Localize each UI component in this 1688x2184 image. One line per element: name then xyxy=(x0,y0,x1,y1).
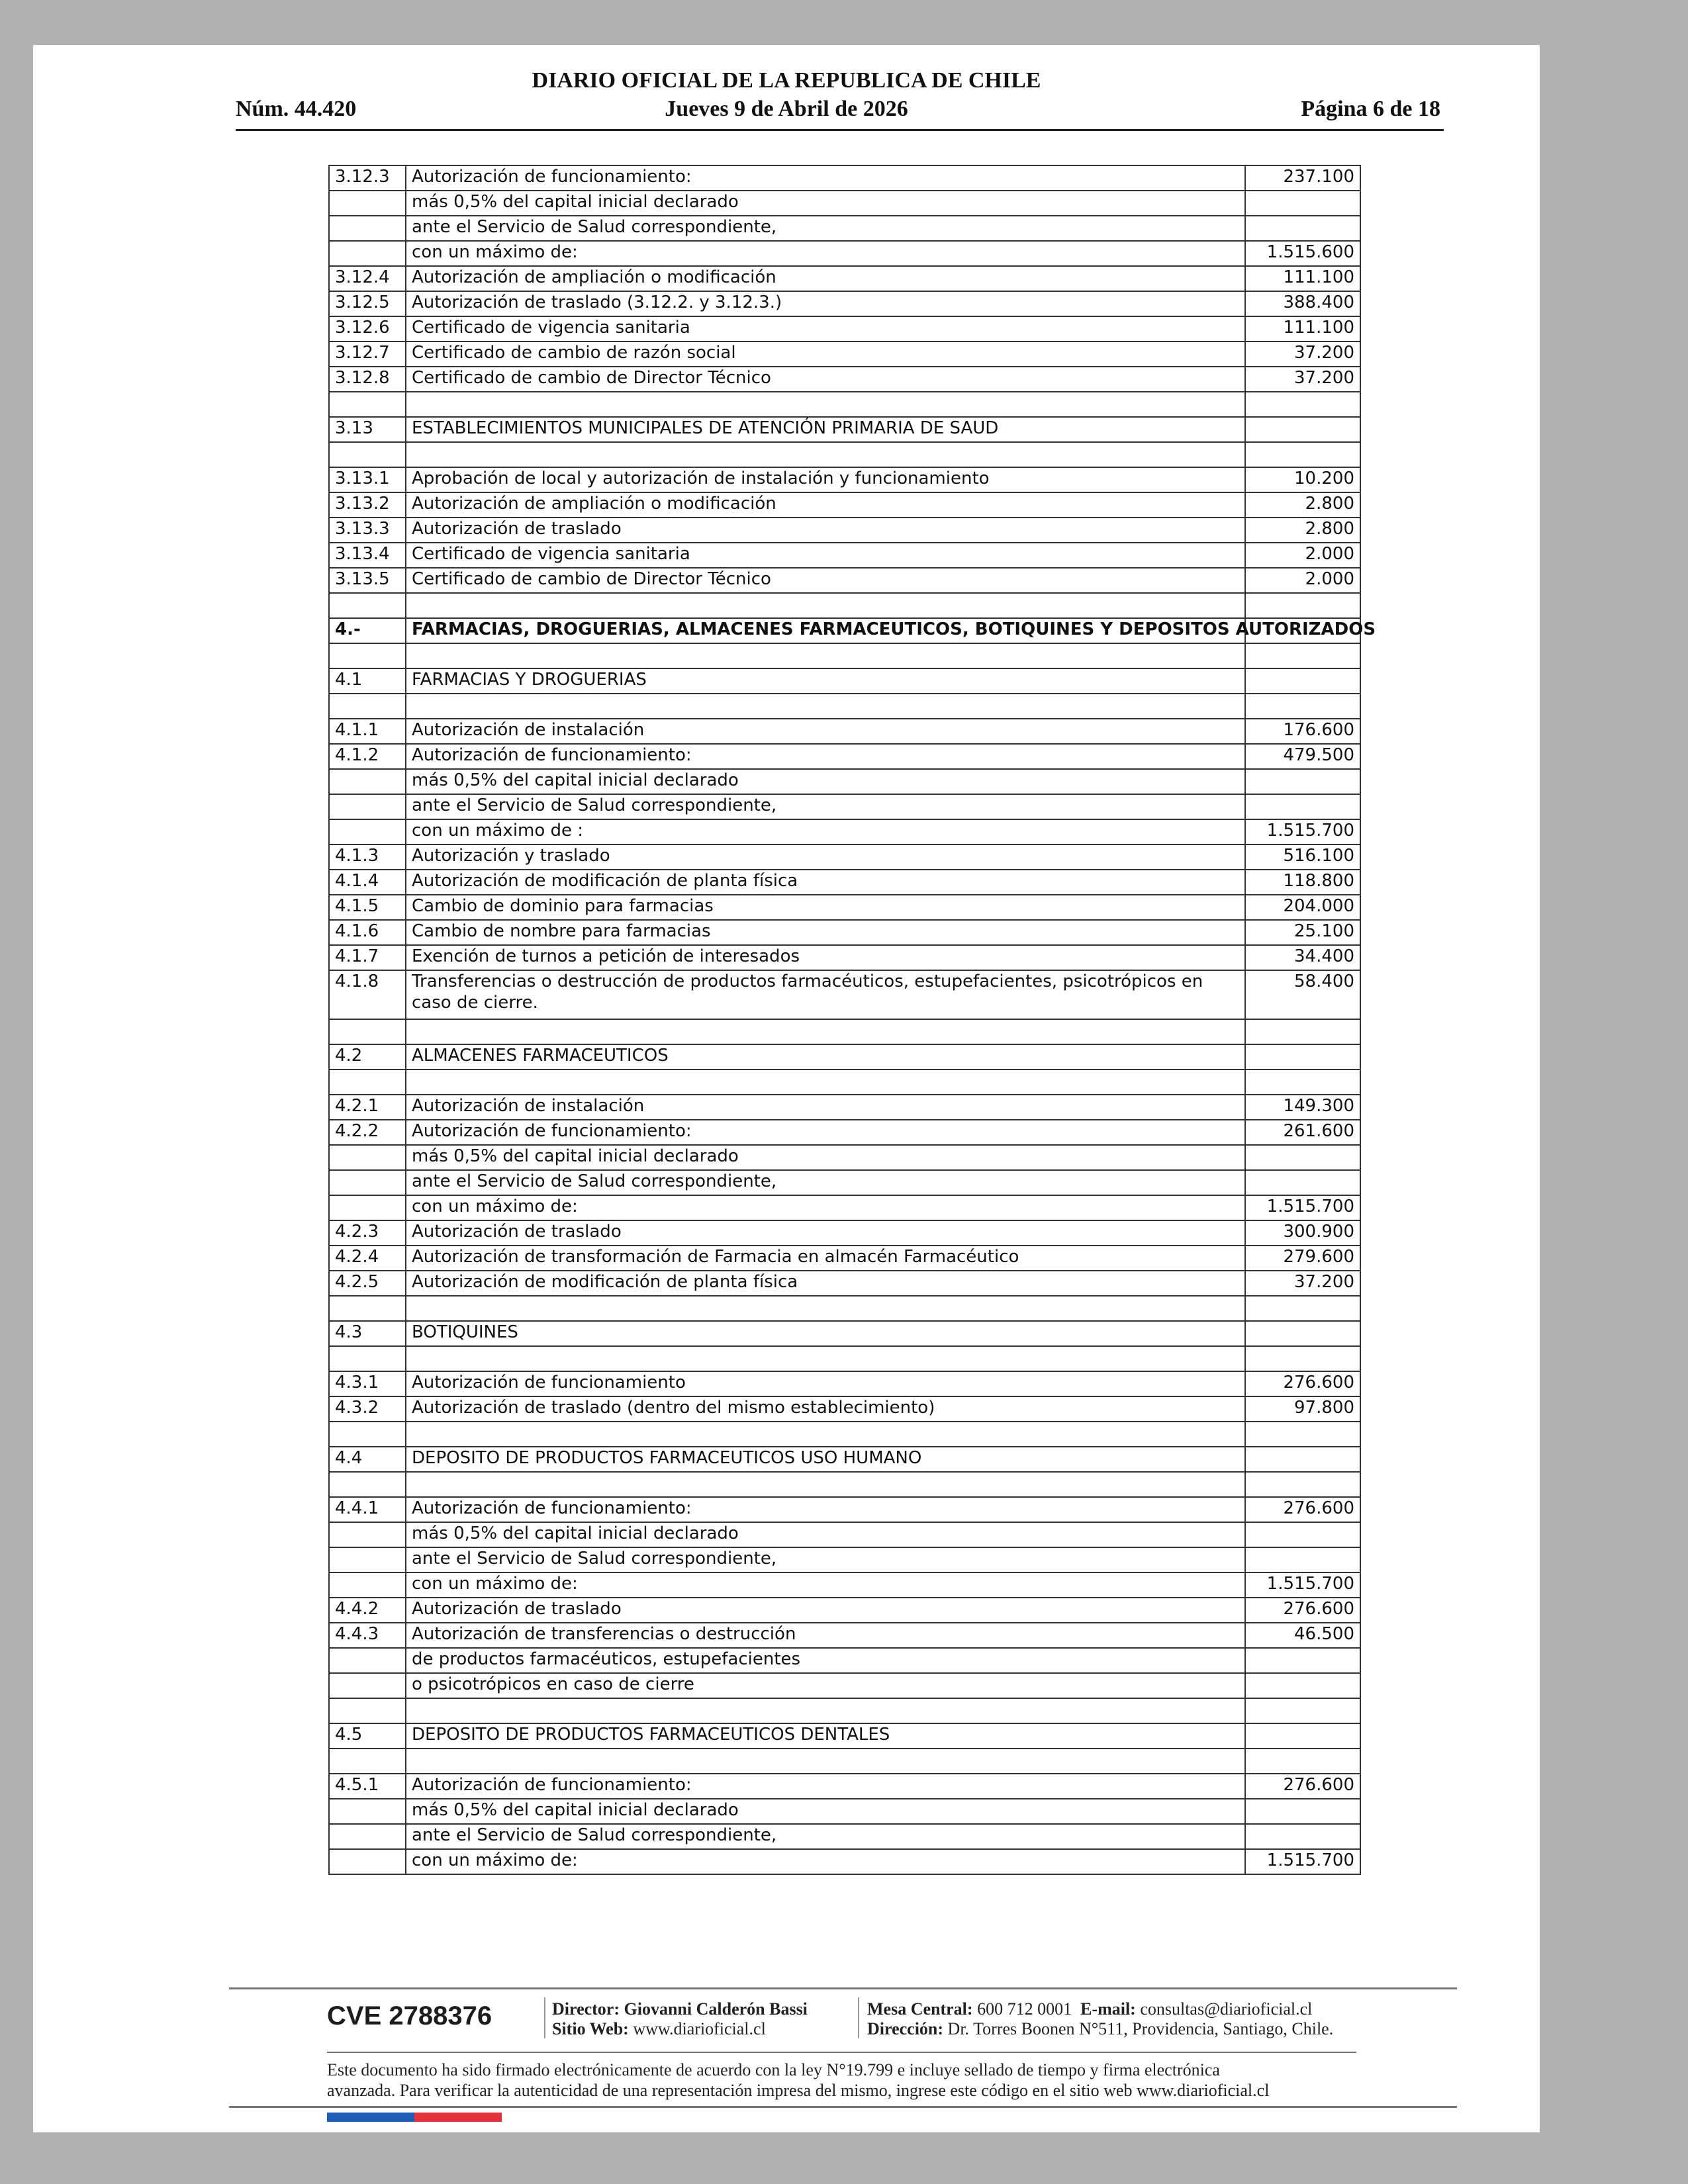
item-amount: 118.800 xyxy=(1245,870,1360,895)
footer-separator xyxy=(544,1997,545,2038)
footer-divider xyxy=(229,1987,1457,1989)
item-code: 3.13.3 xyxy=(329,518,406,543)
address: Dr. Torres Boonen N°511, Providencia, Santiago, Chile. xyxy=(947,2019,1334,2038)
item-description: Autorización de modificación de planta física xyxy=(406,1271,1245,1296)
item-code: 3.13.5 xyxy=(329,568,406,593)
table-row xyxy=(329,1723,1360,1749)
item-code xyxy=(329,1069,406,1095)
item-amount xyxy=(1245,1698,1360,1723)
table-row xyxy=(329,1673,1360,1698)
table-row xyxy=(329,1799,1360,1824)
item-description: Autorización de traslado xyxy=(406,518,1245,543)
item-description: más 0,5% del capital inicial declarado xyxy=(406,769,1245,794)
item-description: ESTABLECIMIENTOS MUNICIPALES DE ATENCIÓN PRIMARIA DE SAUD xyxy=(406,417,1245,442)
item-amount xyxy=(1245,1069,1360,1095)
table-row xyxy=(329,1547,1360,1572)
email-address[interactable]: consultas@diarioficial.cl xyxy=(1140,1999,1313,2019)
table-row xyxy=(329,694,1360,719)
item-amount: 261.600 xyxy=(1245,1120,1360,1145)
item-description: Autorización de funcionamiento: xyxy=(406,744,1245,769)
item-description: con un máximo de: xyxy=(406,1849,1245,1874)
item-code xyxy=(329,1648,406,1673)
table-row xyxy=(329,341,1360,367)
item-description: BOTIQUINES xyxy=(406,1321,1245,1346)
item-amount xyxy=(1245,643,1360,668)
item-description xyxy=(406,1069,1245,1095)
item-description xyxy=(406,1296,1245,1321)
item-amount: 2.800 xyxy=(1245,518,1360,543)
item-description: Autorización y traslado xyxy=(406,844,1245,870)
table-row xyxy=(329,1623,1360,1648)
item-code: 3.13.2 xyxy=(329,492,406,518)
item-amount: 276.600 xyxy=(1245,1497,1360,1522)
item-code: 4.1.6 xyxy=(329,920,406,945)
item-amount xyxy=(1245,1447,1360,1472)
table-row xyxy=(329,467,1360,492)
item-amount: 276.600 xyxy=(1245,1598,1360,1623)
item-amount: 37.200 xyxy=(1245,1271,1360,1296)
table-row xyxy=(329,643,1360,668)
table-row xyxy=(329,1019,1360,1044)
item-code xyxy=(329,1749,406,1774)
item-code xyxy=(329,819,406,844)
signature-line-1: Este documento ha sido firmado electrónicamente de acuerdo con la ley N°19.799 e incluye sellado de tiempo y firma electrónica xyxy=(327,2060,1220,2079)
item-description: Autorización de funcionamiento xyxy=(406,1371,1245,1396)
item-description: más 0,5% del capital inicial declarado xyxy=(406,191,1245,216)
item-description: Autorización de funcionamiento: xyxy=(406,1774,1245,1799)
item-amount: 276.600 xyxy=(1245,1371,1360,1396)
footer-inner-divider xyxy=(327,2052,1356,2053)
item-amount: 46.500 xyxy=(1245,1623,1360,1648)
item-amount xyxy=(1245,668,1360,694)
item-amount xyxy=(1245,1522,1360,1547)
item-amount xyxy=(1245,1170,1360,1195)
item-amount: 149.300 xyxy=(1245,1095,1360,1120)
table-row xyxy=(329,794,1360,819)
item-code xyxy=(329,1572,406,1598)
item-code xyxy=(329,1547,406,1572)
item-description: ante el Servicio de Salud correspondiente, xyxy=(406,216,1245,241)
table-row xyxy=(329,895,1360,920)
item-amount: 237.100 xyxy=(1245,165,1360,191)
item-code: 4.1.2 xyxy=(329,744,406,769)
item-description: Certificado de cambio de Director Técnico xyxy=(406,367,1245,392)
item-description: Autorización de transferencias o destrucción xyxy=(406,1623,1245,1648)
item-code xyxy=(329,1522,406,1547)
item-amount xyxy=(1245,1547,1360,1572)
item-amount xyxy=(1245,1422,1360,1447)
item-amount xyxy=(1245,1019,1360,1044)
item-amount: 1.515.700 xyxy=(1245,819,1360,844)
publication-title: DIARIO OFICIAL DE LA REPUBLICA DE CHILE xyxy=(532,68,1041,93)
table-row xyxy=(329,1120,1360,1145)
item-code xyxy=(329,442,406,467)
item-code xyxy=(329,1019,406,1044)
item-code xyxy=(329,1145,406,1170)
item-amount xyxy=(1245,769,1360,794)
item-description: de productos farmacéuticos, estupefacientes xyxy=(406,1648,1245,1673)
table-row xyxy=(329,442,1360,467)
item-amount: 97.800 xyxy=(1245,1396,1360,1422)
item-code xyxy=(329,1824,406,1849)
item-description xyxy=(406,1019,1245,1044)
item-amount xyxy=(1245,1044,1360,1069)
item-code: 4.2.5 xyxy=(329,1271,406,1296)
item-description: Autorización de ampliación o modificación xyxy=(406,266,1245,291)
item-description: más 0,5% del capital inicial declarado xyxy=(406,1145,1245,1170)
item-code xyxy=(329,241,406,266)
item-description: Autorización de instalación xyxy=(406,719,1245,744)
item-amount xyxy=(1245,1799,1360,1824)
item-amount: 276.600 xyxy=(1245,1774,1360,1799)
item-code: 4.3 xyxy=(329,1321,406,1346)
signature-notice xyxy=(327,2060,1399,2101)
item-description: Exención de turnos a petición de interesados xyxy=(406,945,1245,970)
item-code: 4.1 xyxy=(329,668,406,694)
item-description xyxy=(406,392,1245,417)
item-code xyxy=(329,1849,406,1874)
item-amount xyxy=(1245,1296,1360,1321)
item-code xyxy=(329,769,406,794)
item-amount xyxy=(1245,216,1360,241)
item-code xyxy=(329,794,406,819)
table-row xyxy=(329,1220,1360,1246)
item-code: 4.2 xyxy=(329,1044,406,1069)
item-code xyxy=(329,1422,406,1447)
table-row xyxy=(329,1044,1360,1069)
table-row xyxy=(329,1346,1360,1371)
phone-number: 600 712 0001 xyxy=(977,1999,1072,2019)
item-code xyxy=(329,1195,406,1220)
flag-stripe-blue xyxy=(327,2113,414,2122)
item-amount: 479.500 xyxy=(1245,744,1360,769)
table-row xyxy=(329,668,1360,694)
item-description: Autorización de ampliación o modificación xyxy=(406,492,1245,518)
director-name: Giovanni Calderón Bassi xyxy=(624,1999,808,2019)
item-code xyxy=(329,1673,406,1698)
item-description: con un máximo de: xyxy=(406,1572,1245,1598)
item-code: 4.1.5 xyxy=(329,895,406,920)
table-row xyxy=(329,970,1360,1019)
item-amount: 2.800 xyxy=(1245,492,1360,518)
item-amount: 1.515.700 xyxy=(1245,1849,1360,1874)
item-code: 4.4.2 xyxy=(329,1598,406,1623)
item-amount xyxy=(1245,1824,1360,1849)
table-row xyxy=(329,1849,1360,1874)
item-description: ALMACENES FARMACEUTICOS xyxy=(406,1044,1245,1069)
item-description: ante el Servicio de Salud correspondiente, xyxy=(406,1824,1245,1849)
item-code: 4.1.4 xyxy=(329,870,406,895)
table-row xyxy=(329,1271,1360,1296)
item-description xyxy=(406,643,1245,668)
item-code: 3.12.7 xyxy=(329,341,406,367)
item-amount xyxy=(1245,794,1360,819)
item-amount xyxy=(1245,1673,1360,1698)
table-row xyxy=(329,165,1360,191)
table-row xyxy=(329,1095,1360,1120)
item-description: Certificado de cambio de razón social xyxy=(406,341,1245,367)
item-code: 4.2.2 xyxy=(329,1120,406,1145)
item-amount: 34.400 xyxy=(1245,945,1360,970)
item-code xyxy=(329,1170,406,1195)
table-row xyxy=(329,392,1360,417)
table-row xyxy=(329,1447,1360,1472)
item-amount xyxy=(1245,191,1360,216)
table-row xyxy=(329,316,1360,341)
item-description xyxy=(406,593,1245,618)
item-amount: 111.100 xyxy=(1245,266,1360,291)
item-description: Autorización de traslado (dentro del mismo establecimiento) xyxy=(406,1396,1245,1422)
item-code xyxy=(329,392,406,417)
item-description: Transferencias o destrucción de productos farmacéuticos, estupefacientes, psicotrópicos en caso de cierre. xyxy=(406,970,1245,1019)
item-code xyxy=(329,1346,406,1371)
item-code: 3.12.8 xyxy=(329,367,406,392)
table-row xyxy=(329,1572,1360,1598)
item-description: Autorización de funcionamiento: xyxy=(406,1120,1245,1145)
table-row xyxy=(329,1195,1360,1220)
document-page xyxy=(33,45,1540,2132)
page-indicator: Página 6 de 18 xyxy=(1301,97,1440,121)
address-label: Dirección: xyxy=(867,2019,944,2038)
item-code: 4.3.1 xyxy=(329,1371,406,1396)
item-code xyxy=(329,593,406,618)
item-code xyxy=(329,1799,406,1824)
item-amount: 204.000 xyxy=(1245,895,1360,920)
table-row xyxy=(329,216,1360,241)
table-row xyxy=(329,769,1360,794)
item-code: 4.2.3 xyxy=(329,1220,406,1246)
item-code: 4.1.8 xyxy=(329,970,406,1019)
table-row xyxy=(329,492,1360,518)
item-description: Certificado de vigencia sanitaria xyxy=(406,316,1245,341)
item-description: Autorización de transformación de Farmacia en almacén Farmacéutico xyxy=(406,1246,1245,1271)
item-description xyxy=(406,442,1245,467)
item-amount: 10.200 xyxy=(1245,467,1360,492)
phone-label: Mesa Central: xyxy=(867,1999,973,2019)
table-row xyxy=(329,1824,1360,1849)
item-code: 3.12.3 xyxy=(329,165,406,191)
item-code: 4.1.3 xyxy=(329,844,406,870)
item-code xyxy=(329,1472,406,1497)
item-description: más 0,5% del capital inicial declarado xyxy=(406,1522,1245,1547)
item-code: 3.12.4 xyxy=(329,266,406,291)
table-row xyxy=(329,1598,1360,1623)
item-amount: 516.100 xyxy=(1245,844,1360,870)
table-row xyxy=(329,1145,1360,1170)
footer-director xyxy=(552,1999,808,2039)
item-description xyxy=(406,1346,1245,1371)
item-amount xyxy=(1245,1648,1360,1673)
issue-date: Jueves 9 de Abril de 2026 xyxy=(665,97,908,121)
item-description: ante el Servicio de Salud correspondiente, xyxy=(406,1170,1245,1195)
item-code: 3.12.6 xyxy=(329,316,406,341)
footer-contact xyxy=(867,1999,1333,2039)
item-code: 4.1.7 xyxy=(329,945,406,970)
table-row xyxy=(329,1648,1360,1673)
item-description: Autorización de traslado (3.12.2. y 3.12.3.) xyxy=(406,291,1245,316)
item-amount xyxy=(1245,442,1360,467)
item-code xyxy=(329,643,406,668)
item-amount xyxy=(1245,417,1360,442)
table-row xyxy=(329,1749,1360,1774)
item-description: FARMACIAS, DROGUERIAS, ALMACENES FARMACEUTICOS, BOTIQUINES Y DEPOSITOS AUTORIZADOS xyxy=(406,618,1245,643)
item-description: Certificado de cambio de Director Técnico xyxy=(406,568,1245,593)
item-code xyxy=(329,191,406,216)
item-code: 4.5 xyxy=(329,1723,406,1749)
table-row xyxy=(329,719,1360,744)
item-description: Certificado de vigencia sanitaria xyxy=(406,543,1245,568)
item-description: o psicotrópicos en caso de cierre xyxy=(406,1673,1245,1698)
item-description: Autorización de funcionamiento: xyxy=(406,165,1245,191)
item-description: Autorización de traslado xyxy=(406,1220,1245,1246)
header-divider xyxy=(236,129,1444,131)
item-amount: 58.400 xyxy=(1245,970,1360,1019)
table-row xyxy=(329,1522,1360,1547)
table-row xyxy=(329,367,1360,392)
item-code: 4.2.1 xyxy=(329,1095,406,1120)
item-amount xyxy=(1245,1145,1360,1170)
item-description xyxy=(406,1749,1245,1774)
fee-table xyxy=(328,165,1376,1875)
item-code xyxy=(329,1698,406,1723)
item-code: 3.13.1 xyxy=(329,467,406,492)
email-label: E-mail: xyxy=(1080,1999,1136,2019)
flag-stripe-red xyxy=(414,2113,502,2122)
item-amount: 300.900 xyxy=(1245,1220,1360,1246)
item-amount xyxy=(1245,392,1360,417)
item-code: 4.1.1 xyxy=(329,719,406,744)
item-description: ante el Servicio de Salud correspondiente, xyxy=(406,1547,1245,1572)
table-row xyxy=(329,945,1360,970)
item-code: 4.4.3 xyxy=(329,1623,406,1648)
footer-separator xyxy=(858,1997,859,2038)
item-code: 3.13 xyxy=(329,417,406,442)
item-description: DEPOSITO DE PRODUCTOS FARMACEUTICOS USO HUMANO xyxy=(406,1447,1245,1472)
table-row xyxy=(329,593,1360,618)
item-description: con un máximo de: xyxy=(406,241,1245,266)
item-description xyxy=(406,694,1245,719)
item-description: más 0,5% del capital inicial declarado xyxy=(406,1799,1245,1824)
table-row xyxy=(329,1396,1360,1422)
item-description: DEPOSITO DE PRODUCTOS FARMACEUTICOS DENTALES xyxy=(406,1723,1245,1749)
item-description xyxy=(406,1698,1245,1723)
item-description: ante el Servicio de Salud correspondiente, xyxy=(406,794,1245,819)
item-amount xyxy=(1245,1321,1360,1346)
table-row xyxy=(329,417,1360,442)
table-row xyxy=(329,844,1360,870)
table-row xyxy=(329,1321,1360,1346)
item-description: con un máximo de: xyxy=(406,1195,1245,1220)
item-code: 4.2.4 xyxy=(329,1246,406,1271)
signature-line-2: avanzada. Para verificar la autenticidad de una representación impresa del mismo, ingrese este código en el sitio web www.diarioficial.cl xyxy=(327,2081,1270,2100)
item-description: Aprobación de local y autorización de instalación y funcionamiento xyxy=(406,467,1245,492)
table-row xyxy=(329,266,1360,291)
table-row xyxy=(329,1472,1360,1497)
table-row xyxy=(329,191,1360,216)
item-code: 3.13.4 xyxy=(329,543,406,568)
table-row xyxy=(329,1774,1360,1799)
fee-table-body xyxy=(329,165,1376,1874)
item-amount xyxy=(1245,1723,1360,1749)
item-amount: 2.000 xyxy=(1245,568,1360,593)
table-row xyxy=(329,1069,1360,1095)
item-description: FARMACIAS Y DROGUERIAS xyxy=(406,668,1245,694)
cve-code: CVE 2788376 xyxy=(327,2001,492,2030)
item-description xyxy=(406,1422,1245,1447)
table-row xyxy=(329,819,1360,844)
item-description: Cambio de dominio para farmacias xyxy=(406,895,1245,920)
table-row xyxy=(329,568,1360,593)
table-row xyxy=(329,618,1360,643)
table-row xyxy=(329,241,1360,266)
item-amount xyxy=(1245,694,1360,719)
item-amount: 25.100 xyxy=(1245,920,1360,945)
item-code: 4.4 xyxy=(329,1447,406,1472)
item-amount: 37.200 xyxy=(1245,367,1360,392)
item-amount xyxy=(1245,1472,1360,1497)
item-code: 4.- xyxy=(329,618,406,643)
table-row xyxy=(329,291,1360,316)
table-row xyxy=(329,1296,1360,1321)
item-amount xyxy=(1245,593,1360,618)
item-description: Autorización de instalación xyxy=(406,1095,1245,1120)
table-row xyxy=(329,870,1360,895)
table-row xyxy=(329,920,1360,945)
item-description: con un máximo de : xyxy=(406,819,1245,844)
item-amount: 1.515.700 xyxy=(1245,1195,1360,1220)
table-row xyxy=(329,518,1360,543)
table-row xyxy=(329,1698,1360,1723)
item-code xyxy=(329,1296,406,1321)
item-amount: 176.600 xyxy=(1245,719,1360,744)
table-row xyxy=(329,1422,1360,1447)
item-code: 4.5.1 xyxy=(329,1774,406,1799)
item-code: 4.3.2 xyxy=(329,1396,406,1422)
item-description: Autorización de traslado xyxy=(406,1598,1245,1623)
item-description: Cambio de nombre para farmacias xyxy=(406,920,1245,945)
table-row xyxy=(329,1246,1360,1271)
director-label: Director: xyxy=(552,1999,620,2019)
item-code: 4.4.1 xyxy=(329,1497,406,1522)
item-code xyxy=(329,216,406,241)
issue-number: Núm. 44.420 xyxy=(236,97,357,121)
item-description xyxy=(406,1472,1245,1497)
table-row xyxy=(329,1170,1360,1195)
item-description: Autorización de modificación de planta física xyxy=(406,870,1245,895)
item-amount xyxy=(1245,1749,1360,1774)
footer-bottom-divider xyxy=(229,2106,1457,2108)
item-amount: 388.400 xyxy=(1245,291,1360,316)
item-amount: 37.200 xyxy=(1245,341,1360,367)
item-amount: 1.515.600 xyxy=(1245,241,1360,266)
table-row xyxy=(329,543,1360,568)
table-row xyxy=(329,1371,1360,1396)
site-url[interactable]: www.diarioficial.cl xyxy=(633,2019,766,2038)
item-code xyxy=(329,694,406,719)
item-amount: 2.000 xyxy=(1245,543,1360,568)
site-label: Sitio Web: xyxy=(552,2019,629,2038)
item-amount: 111.100 xyxy=(1245,316,1360,341)
item-amount: 1.515.700 xyxy=(1245,1572,1360,1598)
item-description: Autorización de funcionamiento: xyxy=(406,1497,1245,1522)
item-amount xyxy=(1245,1346,1360,1371)
table-row xyxy=(329,744,1360,769)
table-row xyxy=(329,1497,1360,1522)
item-code: 3.12.5 xyxy=(329,291,406,316)
item-amount: 279.600 xyxy=(1245,1246,1360,1271)
